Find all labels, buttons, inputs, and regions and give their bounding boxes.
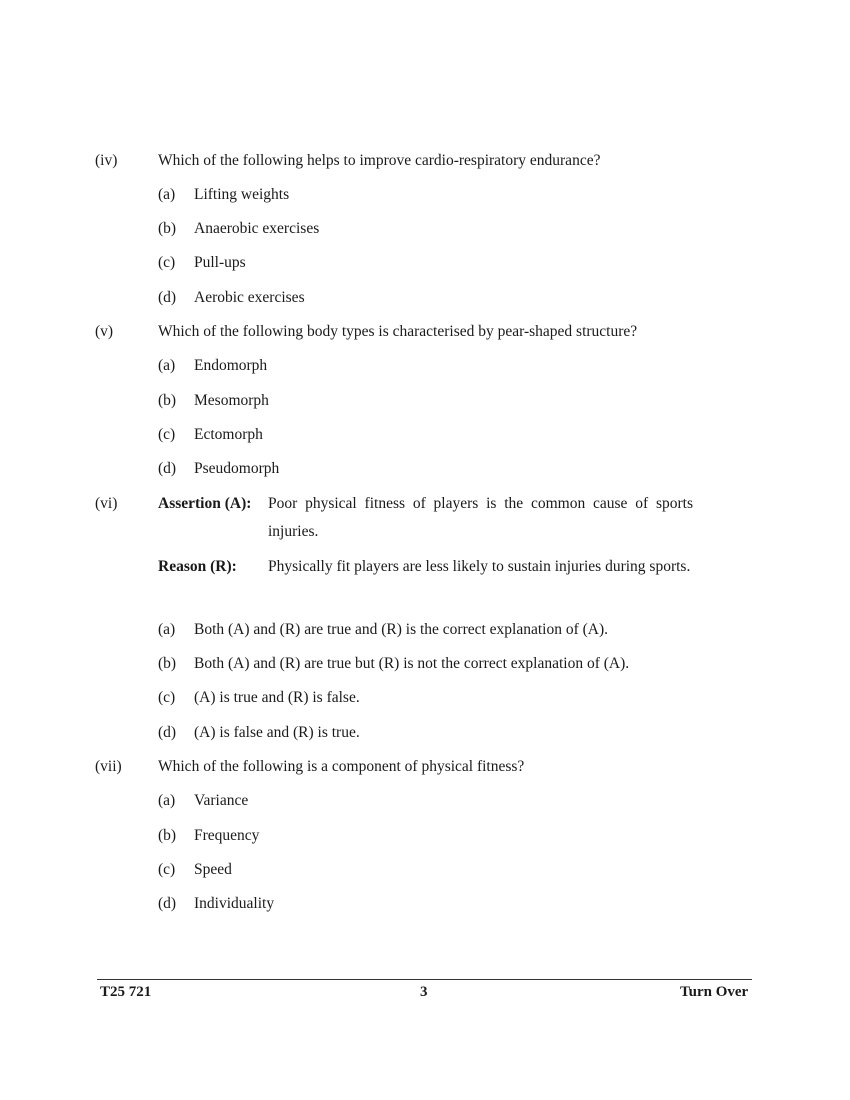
question-text: Which of the following body types is characterised by pear-shaped structure? <box>158 323 638 340</box>
option-label: (c) <box>158 861 176 878</box>
option-text: (A) is false and (R) is true. <box>194 724 360 741</box>
reason-label: Reason (R): <box>158 558 237 575</box>
option-label: (a) <box>158 186 176 203</box>
option-text: Mesomorph <box>194 392 269 409</box>
option-label: (b) <box>158 220 177 237</box>
assertion-label: Assertion (A): <box>158 495 252 512</box>
paper-code: T25 721 <box>100 984 152 1000</box>
option-label: (b) <box>158 827 177 844</box>
option-text: Anaerobic exercises <box>194 220 320 237</box>
option-label: (b) <box>158 392 177 409</box>
option-label: (c) <box>158 254 176 271</box>
question-text: Which of the following is a component of physical fitness? <box>158 758 525 775</box>
turn-over-text: Turn Over <box>680 984 749 1000</box>
option-text: Both (A) and (R) are true but (R) is not the correct explanation of (A). <box>194 655 630 672</box>
option-text: Endomorph <box>194 357 268 374</box>
option-label: (a) <box>158 357 176 374</box>
option-text: Individuality <box>194 895 275 912</box>
reason-text: Physically fit players are less likely to sustain injuries during sports. <box>268 558 691 575</box>
option-text: Speed <box>194 861 232 878</box>
option-text: Pseudomorph <box>194 460 280 477</box>
question-text: Which of the following helps to improve cardio-respiratory endurance? <box>158 152 601 169</box>
question-number: (v) <box>95 323 114 340</box>
question-number: (iv) <box>95 152 118 169</box>
option-label: (a) <box>158 792 176 809</box>
option-text: Both (A) and (R) are true and (R) is the correct explanation of (A). <box>194 621 609 638</box>
option-text: Pull-ups <box>194 254 246 271</box>
assertion-text: Poor physical fitness of players is the common cause of sports injuries. <box>268 495 693 540</box>
option-text: Variance <box>194 792 249 809</box>
option-label: (d) <box>158 895 177 912</box>
footer-divider <box>97 979 752 980</box>
option-text: Ectomorph <box>194 426 263 443</box>
option-label: (b) <box>158 655 177 672</box>
option-text: Lifting weights <box>194 186 290 203</box>
option-text: Aerobic exercises <box>194 289 305 306</box>
option-label: (c) <box>158 426 176 443</box>
option-label: (d) <box>158 724 177 741</box>
question-number: (vi) <box>95 495 118 512</box>
option-label: (d) <box>158 460 177 477</box>
question-number: (vii) <box>95 758 122 775</box>
option-label: (a) <box>158 621 176 638</box>
page-number: 3 <box>420 984 428 1000</box>
option-label: (c) <box>158 689 176 706</box>
option-text: (A) is true and (R) is false. <box>194 689 360 706</box>
option-text: Frequency <box>194 827 260 844</box>
option-label: (d) <box>158 289 177 306</box>
